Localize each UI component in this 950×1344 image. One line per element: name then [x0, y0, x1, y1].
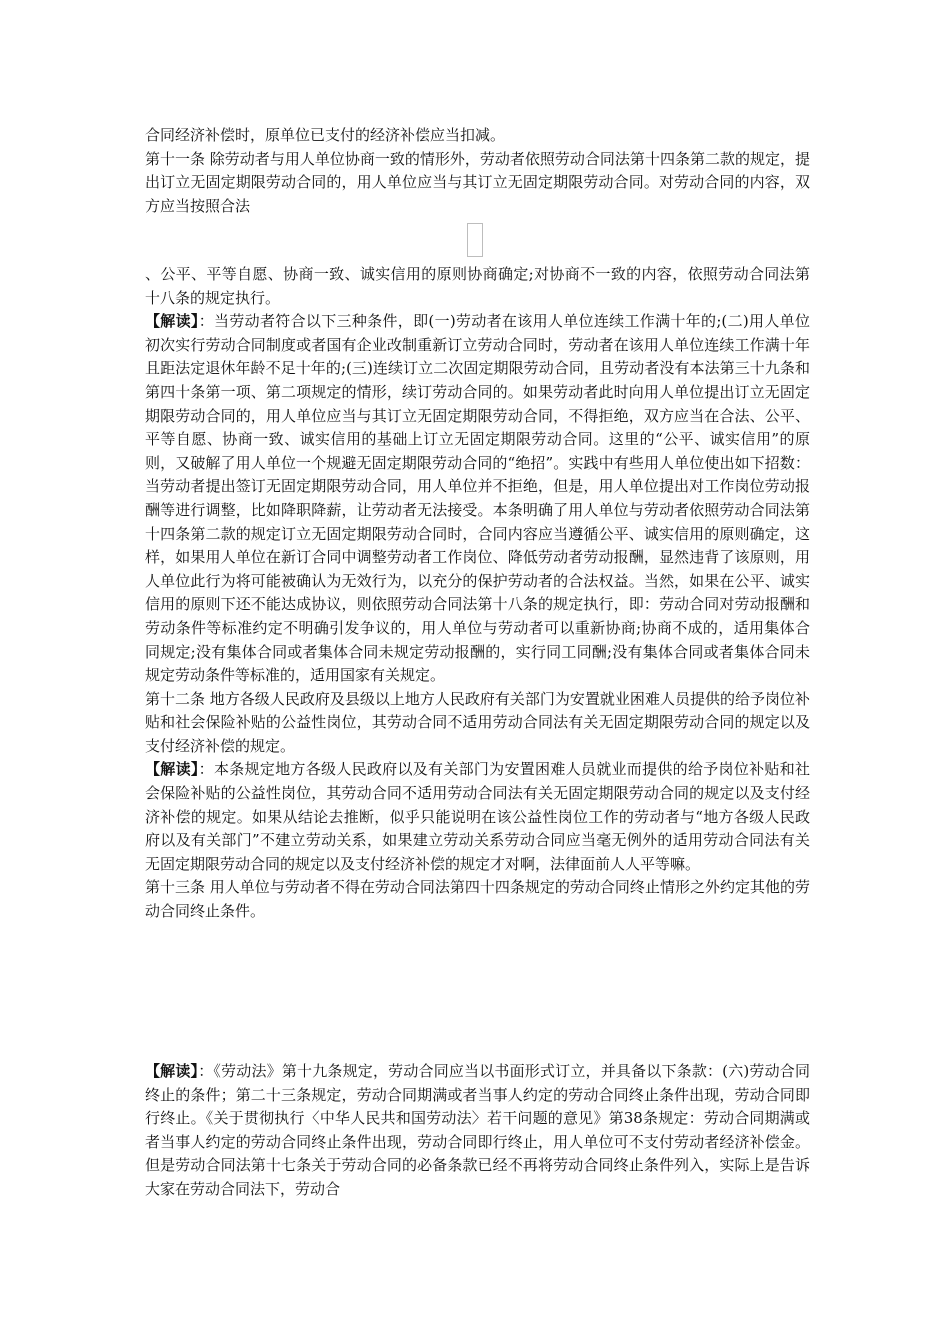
paragraph-interpretation-11 [145, 310, 810, 688]
interpretation-label: 【解读】 [145, 760, 199, 779]
interpretation-13-text: ：《劳动法》第十九条规定，劳动合同应当以书面形式订立，并具备以下条款：(六)劳动合同终止的条件；第二十三条规定，劳动合同期满或者当事人约定的劳动合同终止条件出现，劳动合同即行终止。《关于贯彻执行〈中华人民共和国劳动法〉若干问题的意见》第38条规定：劳动合同期满或者当事人约定的劳动合同终止条件出现，劳动合同即行终止，用人单位可不支付劳动者经济补偿金。但是劳动合同法第十七条关于劳动合同的必备条款已经不再将劳动合同终止条件列入，实际上是告诉大家在劳动合同法下，劳动合 [145, 1062, 810, 1198]
paragraph-interpretation-13 [145, 1060, 810, 1202]
paragraph-article-13: 第十三条 用人单位与劳动者不得在劳动合同法第四十四条规定的劳动合同终止情形之外约定其他的劳动合同终止条件。 [145, 878, 810, 921]
interpretation-label: 【解读】 [145, 312, 199, 331]
text-block-top [145, 124, 810, 218]
interpretation-label: 【解读】 [145, 1062, 199, 1080]
paragraph-compensation: 合同经济补偿时，原单位已支付的经济补偿应当扣减。 [145, 126, 506, 144]
text-block-middle [145, 263, 810, 924]
interpretation-12-text: ：本条规定地方各级人民政府以及有关部门为安置困难人员就业而提供的给予岗位补贴和社会保险补贴的公益性岗位，其劳动合同不适用劳动合同法有关无固定期限劳动合同的规定以及支付经济补偿的规定。如果从结论去推断，似乎只能说明在该公益性岗位工作的劳动者与“地方各级人民政府以及有关部门”不建立劳动关系，如果建立劳动关系劳动合同应当毫无例外的适用劳动合同法有关无固定期限劳动合同的规定以及支付经济补偿的规定才对啊，法律面前人人平等嘛。 [145, 760, 810, 873]
paragraph-article-11-continued: 、公平、平等自愿、协商一致、诚实信用的原则协商确定;对协商不一致的内容，依照劳动合同法第十八条的规定执行。 [145, 265, 810, 307]
paragraph-article-11: 第十一条 除劳动者与用人单位协商一致的情形外，劳动者依照劳动合同法第十四条第二款的规定，提出订立无固定期限劳动合同的，用人单位应当与其订立无固定期限劳动合同。对劳动合同的内容，双方应当按照合法 [145, 149, 810, 215]
interpretation-11-text: ：当劳动者符合以下三种条件，即(一)劳动者在该用人单位连续工作满十年的;(二)用人单位初次实行劳动合同制度或者国有企业改制重新订立劳动合同时，劳动者在该用人单位连续工作满十年且距法定退休年龄不足十年的;(三)连续订立二次固定期限劳动合同，且劳动者没有本法第三十九条和第四十条第一项、第二项规定的情形，续订劳动合同的。如果劳动者此时向用人单位提出订立无固定期限劳动合同的，用人单位应当与其订立无固定期限劳动合同，不得拒绝，双方应当在合法、公平、平等自愿、协商一致、诚实信用的基础上订立无固定期限劳动合同。这里的“公平、诚实信用”的原则，又破解了用人单位一个规避无固定期限劳动合同的“绝招”。实践中有些用人单位使出如下招数：当劳动者提出签订无固定期限劳动合同，用人单位并不拒绝，但是，用人单位提出对工作岗位劳动报酬等进行调整，比如降职降薪，让劳动者无法接受。本条明确了用人单位与劳动者依照劳动合同法第十四条第二款的规定订立无固定期限劳动合同时，合同内容应当遵循公平、诚实信用的原则确定，这样，如果用人单位在新订合同中调整劳动者工作岗位、降低劳动者劳动报酬，显然违背了该原则，用人单位此行为将可能被确认为无效行为，以充分的保护劳动者的合法权益。当然，如果在公平、诚实信用的原则下还不能达成协议，则依照劳动合同法第十八条的规定执行，即：劳动合同对劳动报酬和劳动条件等标准约定不明确引发争议的，用人单位与劳动者可以重新协商;协商不成的，适用集体合同规定;没有集体合同或者集体合同未规定劳动报酬的，实行同工同酬;没有集体合同或者集体合同未规定劳动条件等标准的，适用国家有关规定。 [145, 312, 810, 685]
paragraph-interpretation-12 [145, 758, 810, 876]
missing-glyph-box [467, 223, 483, 257]
text-block-bottom [145, 1060, 810, 1202]
paragraph-article-12: 第十二条 地方各级人民政府及县级以上地方人民政府有关部门为安置就业困难人员提供的给予岗位补贴和社会保险补贴的公益性岗位，其劳动合同不适用劳动合同法有关无固定期限劳动合同的规定以及支付经济补偿的规定。 [145, 689, 810, 755]
